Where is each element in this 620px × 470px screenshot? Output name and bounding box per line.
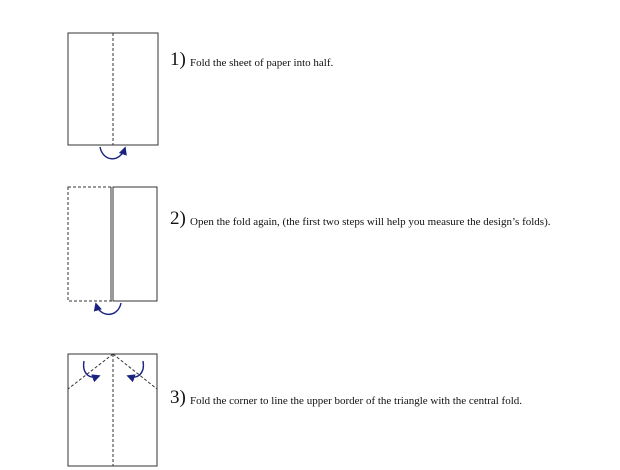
folded-half-outline: [68, 187, 113, 301]
corner-fold-line-right: [113, 354, 157, 389]
paper-half: [113, 187, 157, 301]
step-number: 3): [170, 387, 186, 408]
step1-diagram: [68, 33, 158, 159]
step-instruction: Fold the corner to line the upper border of the triangle with the central fold.: [190, 395, 523, 407]
corner-fold-arrow-right-icon: [128, 361, 143, 377]
step-number: 2): [170, 208, 186, 229]
step-instruction: Open the fold again, (the first two steps will help you measure the design’s folds).: [190, 216, 551, 228]
unfold-arrow-icon: [96, 303, 121, 314]
fold-arrow-icon: [100, 147, 125, 159]
corner-fold-line-left: [68, 354, 113, 389]
corner-fold-arrow-left-icon: [84, 361, 99, 377]
step-number: 1): [170, 49, 186, 70]
step2-diagram: [68, 187, 157, 314]
step3-diagram: [68, 354, 157, 466]
step-instruction: Fold the sheet of paper into half.: [190, 57, 334, 69]
